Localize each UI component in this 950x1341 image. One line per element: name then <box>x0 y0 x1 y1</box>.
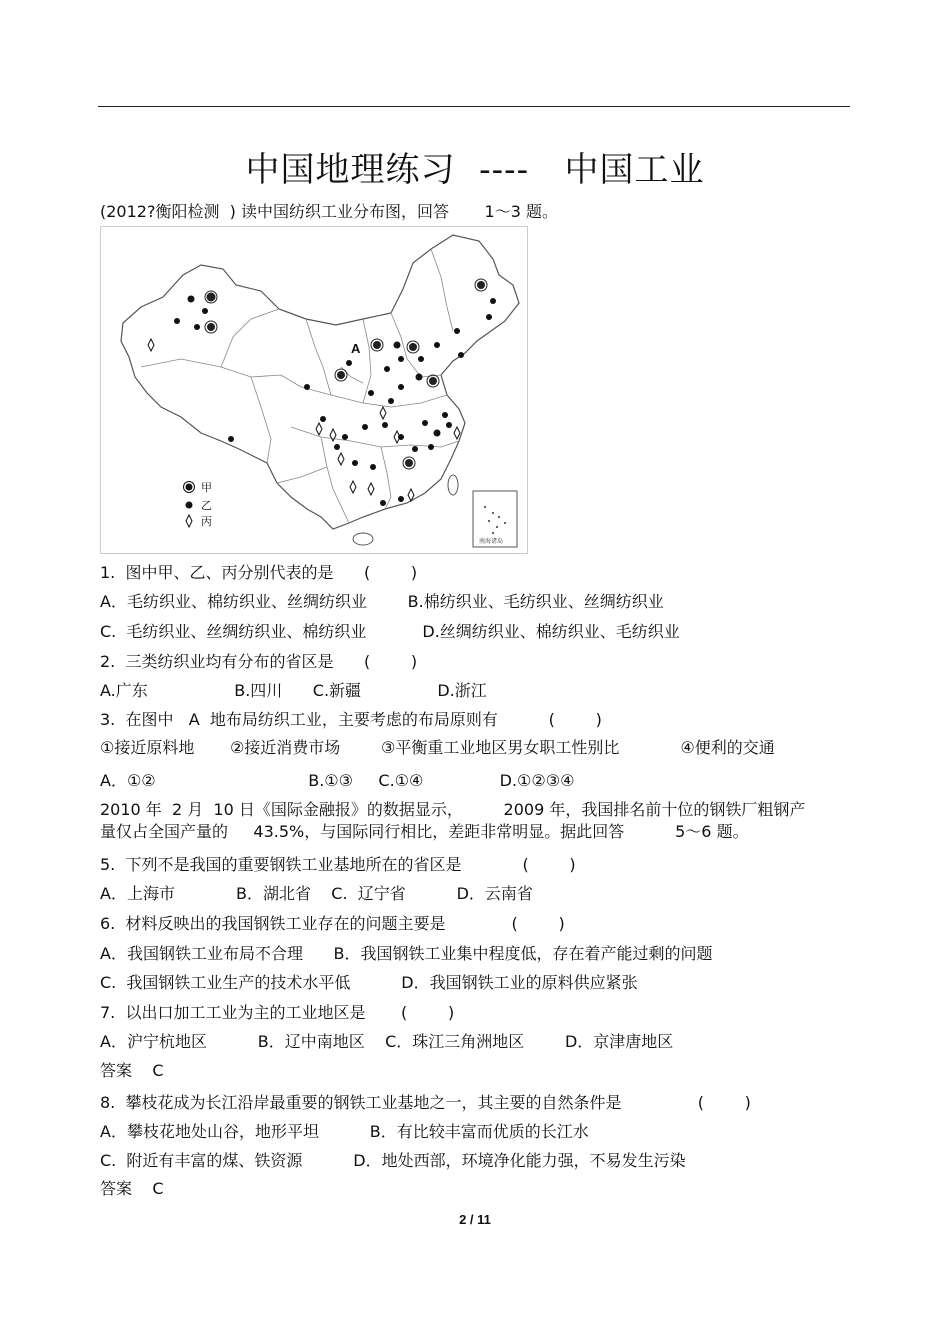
diamond-icon <box>186 515 192 527</box>
question-intro: (2012?衡阳检测 ) 读中国纺织工业分布图，回答 1～3 题。 <box>100 202 559 221</box>
dot-icon <box>186 502 193 509</box>
q8-answer: 答案 C <box>100 1179 164 1198</box>
q7-options: A．沪宁杭地区 B．辽中南地区 C．珠江三角洲地区 D．京津唐地区 <box>100 1032 674 1051</box>
china-outline <box>121 235 519 529</box>
q2: 2. 三类纺织业均有分布的省区是 ( ) <box>100 652 418 671</box>
page-title: 中国地理练习 ---- 中国工业 <box>245 150 705 190</box>
q5-options: A．上海市 B．湖北省 C. 辽宁省 D．云南省 <box>100 884 533 903</box>
q1: 1. 图中甲、乙、丙分别代表的是 ( ) <box>100 563 418 582</box>
inset-label: 南海诸岛 <box>479 538 504 545</box>
legend-label-jia: 甲 <box>201 481 212 494</box>
ringed-dot-icon <box>186 484 193 491</box>
header-rule <box>98 106 850 107</box>
map-label-a: A <box>351 341 361 356</box>
q3-items: ①接近原料地 ②接近消费市场 ③平衡重工业地区男女职工性别比 ④便利的交通 <box>100 738 775 757</box>
material-text-2: 量仅占全国产量的 43.5%，与国际同行相比，差距非常明显。据此回答 5～6 题。 <box>100 822 749 841</box>
legend-label-yi: 乙 <box>201 499 212 512</box>
q6: 6. 材料反映出的我国钢铁工业存在的问题主要是 ( ) <box>100 914 565 933</box>
q1-options-cd: C. 毛纺织业、丝绸纺织业、棉纺织业 D.丝绸纺织业、棉纺织业、毛纺织业 <box>100 622 680 641</box>
south-china-sea-inset <box>473 491 517 547</box>
q3: 3. 在图中 A 地布局纺织工业，主要考虑的布局原则有 ( ) <box>100 710 602 729</box>
legend-label-bing: 丙 <box>201 515 212 528</box>
q7: 7. 以出口加工工业为主的工业地区是 ( ) <box>100 1003 455 1022</box>
q8-options-cd: C. 附近有丰富的煤、铁资源 D．地处西部，环境净化能力强，不易发生污染 <box>100 1151 686 1170</box>
q2-options: A.广东 B.四川 C.新疆 D.浙江 <box>100 681 487 700</box>
china-map-figure <box>101 227 527 553</box>
q6-options-cd: C. 我国钢铁工业生产的技术水平低 D．我国钢铁工业的原料供应紧张 <box>100 973 638 992</box>
q7-answer: 答案 C <box>100 1061 164 1080</box>
china-textile-map <box>100 226 528 554</box>
q5: 5. 下列不是我国的重要钢铁工业基地所在的省区是 ( ) <box>100 855 576 874</box>
q1-options-ab: A．毛纺织业、棉纺织业、丝绸纺织业 B.棉纺织业、毛纺织业、丝绸纺织业 <box>100 592 664 611</box>
q6-options-ab: A．我国钢铁工业布局不合理 B．我国钢铁工业集中程度低，存在着产能过剩的问题 <box>100 944 713 963</box>
taiwan-island <box>448 475 458 495</box>
q3-options: A．①② B.①③ C.①④ D.①②③④ <box>100 771 575 790</box>
q8: 8. 攀枝花成为长江沿岸最重要的钢铁工业基地之一，其主要的自然条件是 ( ) <box>100 1093 751 1112</box>
q8-options-ab: A．攀枝花地处山谷，地形平坦 B．有比较丰富而优质的长江水 <box>100 1122 589 1141</box>
page-number: 2 / 11 <box>459 1212 491 1227</box>
material-text-1: 2010 年 2 月 10 日《国际金融报》的数据显示， 2009 年，我国排名前十位的钢铁厂粗钢产 <box>100 800 806 819</box>
hainan-island <box>353 533 373 545</box>
map-legend <box>184 481 213 528</box>
